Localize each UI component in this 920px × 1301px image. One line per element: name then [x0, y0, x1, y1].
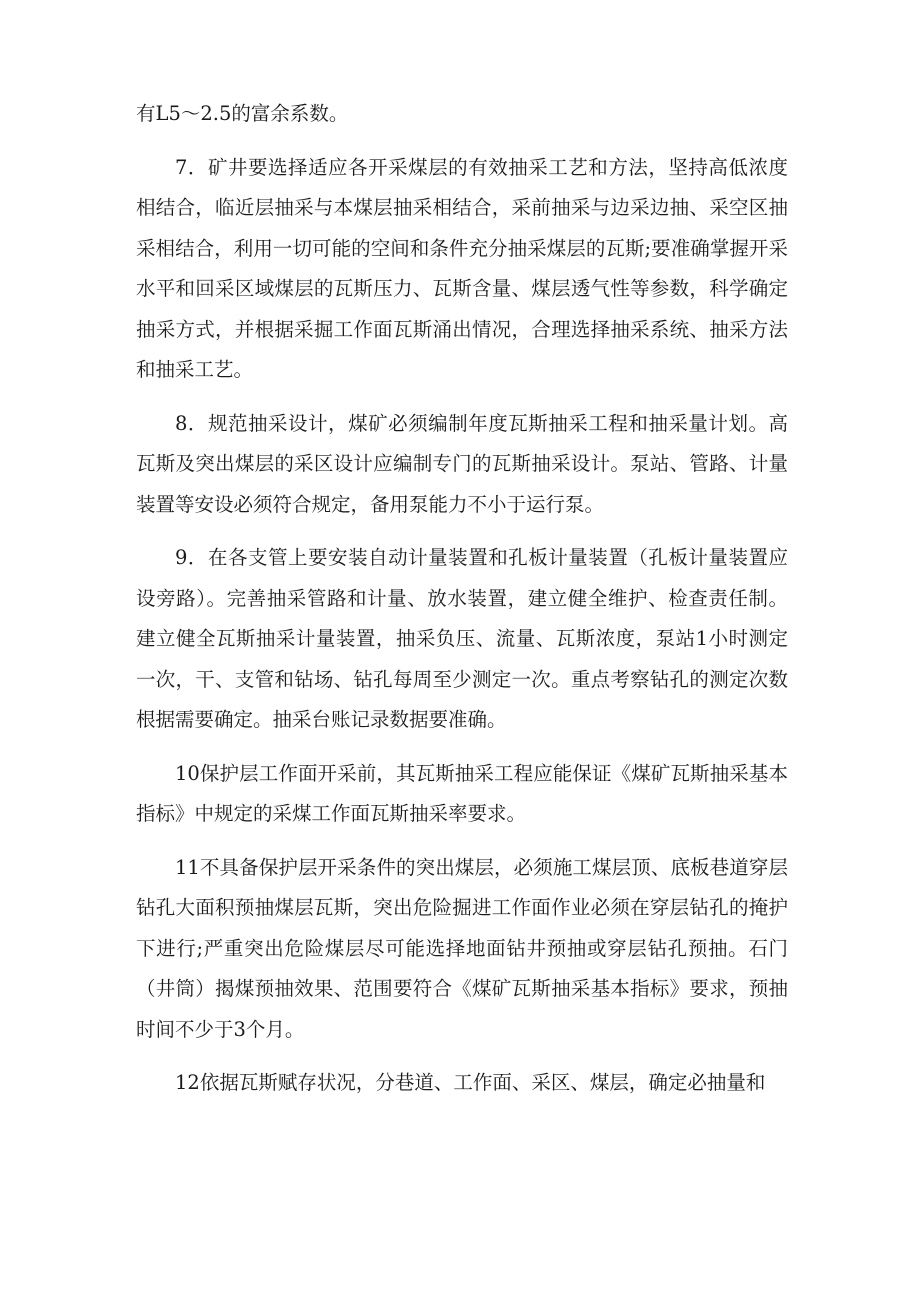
paragraph-item-10: 10保护层工作面开采前，其瓦斯抽采工程应能保证《煤矿瓦斯抽采基本指标》中规定的采煤工作面瓦斯抽采率要求。	[136, 761, 788, 825]
paragraph-item-11: 11不具备保护层开采条件的突出煤层，必须施工煤层顶、底板巷道穿层钻孔大面积预抽煤层瓦斯，突出危险掘进工作面作业必须在穿层钻孔的掩护下进行;严重突出危险煤层尽可能选择地面钻井预抽或穿层钻孔预抽。石门（井筒）揭煤预抽效果、范围要符合《煤矿瓦斯抽采基本指标》要求，预抽时间不少于3个月。	[136, 855, 788, 1041]
paragraph-item-12: 12依据瓦斯赋存状况，分巷道、工作面、采区、煤层，确定必抽量和	[175, 1071, 766, 1094]
paragraph-continuation: 有L5～2.5的富余系数。	[136, 102, 349, 125]
paragraph-item-9: 9．在各支管上要安装自动计量装置和孔板计量装置（孔板计量装置应设旁路）。完善抽采管路和计量、放水装置，建立健全维护、检查责任制。建立健全瓦斯抽采计量装置，抽采负压、流量、瓦斯浓度，泵站1小时测定一次，干、支管和钻场、钻孔每周至少测定一次。重点考察钻孔的测定次数根据需要确定。抽采台账记录数据要准确。	[136, 546, 788, 731]
paragraph-item-7: 7．矿井要选择适应各开采煤层的有效抽采工艺和方法，坚持高低浓度相结合，临近层抽采与本煤层抽采相结合，采前抽采与边采边抽、采空区抽采相结合，利用一切可能的空间和条件充分抽采煤层的瓦斯;要准确掌握开采水平和回采区域煤层的瓦斯压力、瓦斯含量、煤层透气性等参数，科学确定抽采方式，并根据采掘工作面瓦斯涌出情况，合理选择抽采系统、抽采方法和抽采工艺。	[136, 155, 788, 381]
paragraph-item-8: 8．规范抽采设计，煤矿必须编制年度瓦斯抽采工程和抽采量计划。高瓦斯及突出煤层的采区设计应编制专门的瓦斯抽采设计。泵站、管路、计量装置等安设必须符合规定，备用泵能力不小于运行泵。	[136, 411, 788, 516]
document-body	[136, 94, 788, 1117]
